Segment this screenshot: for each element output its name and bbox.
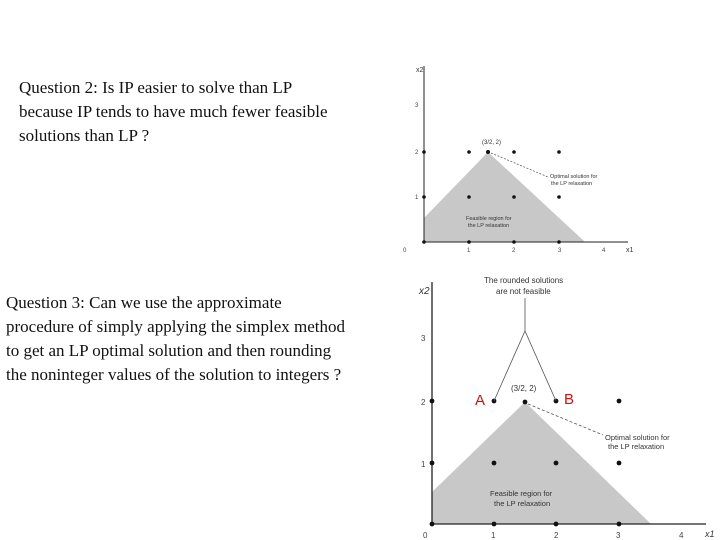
bottom-y-tick: 3 bbox=[421, 334, 426, 343]
top-x-tick: 0 bbox=[403, 248, 407, 254]
bottom-region-note: Feasible region for bbox=[490, 489, 553, 498]
bottom-x-tick: 1 bbox=[491, 531, 496, 540]
bottom-region-note: the LP relaxation bbox=[494, 499, 551, 508]
top-x-tick: 2 bbox=[512, 248, 516, 254]
top-lattice-point bbox=[467, 150, 471, 154]
top-lattice-point bbox=[557, 240, 561, 244]
top-figure bbox=[403, 66, 634, 254]
bottom-lattice-point bbox=[554, 522, 559, 527]
bottom-lattice-point bbox=[430, 399, 435, 404]
bottom-y-tick: 2 bbox=[421, 398, 426, 407]
bottom-lattice-point bbox=[430, 461, 435, 466]
bottom-lattice-point bbox=[492, 522, 497, 527]
top-lattice-point bbox=[557, 195, 561, 199]
top-lattice-point bbox=[512, 195, 516, 199]
top-lattice-point bbox=[557, 150, 561, 154]
bottom-rounded-note: are not feasible bbox=[496, 287, 551, 296]
top-lattice-point bbox=[422, 240, 426, 244]
bottom-lattice-point bbox=[554, 461, 559, 466]
top-x-axis-label: x1 bbox=[626, 247, 634, 254]
top-y-tick: 1 bbox=[415, 195, 419, 201]
bottom-x-axis-label: x1 bbox=[705, 529, 715, 539]
question-2-line: because IP tends to have much fewer feasible bbox=[19, 102, 328, 121]
bottom-x-tick: 3 bbox=[616, 531, 621, 540]
top-region-note: Feasible region for bbox=[466, 216, 512, 222]
top-lattice-point bbox=[467, 195, 471, 199]
top-y-axis-label: x2 bbox=[416, 67, 424, 74]
bottom-x-tick: 4 bbox=[679, 531, 684, 540]
top-optimal-note: the LP relaxation bbox=[551, 181, 593, 187]
top-x-tick: 4 bbox=[602, 248, 606, 254]
top-x-tick: 3 bbox=[558, 248, 562, 254]
bottom-figure bbox=[418, 276, 715, 540]
marker-a: A bbox=[475, 392, 486, 409]
top-optimum-label: (3/2, 2) bbox=[482, 140, 502, 146]
question-3-line: Question 3: Can we use the approximate bbox=[6, 293, 282, 312]
top-region-note: the LP relaxation bbox=[468, 223, 510, 229]
bottom-y-tick: 1 bbox=[421, 460, 426, 469]
question-3-line: the noninteger values of the solution to integers ? bbox=[6, 365, 342, 384]
bottom-lattice-point bbox=[617, 461, 622, 466]
bottom-x-tick: 2 bbox=[554, 531, 559, 540]
bottom-lattice-point bbox=[617, 522, 622, 527]
question-2-line: solutions than LP ? bbox=[19, 126, 150, 145]
marker-b: B bbox=[564, 391, 575, 408]
bottom-x-tick: 0 bbox=[423, 531, 428, 540]
question-3-line: procedure of simply applying the simplex method bbox=[6, 317, 345, 336]
bottom-lattice-point bbox=[492, 461, 497, 466]
bottom-rounded-note: The rounded solutions bbox=[484, 276, 564, 285]
bottom-lattice-point bbox=[430, 522, 435, 527]
top-lattice-point bbox=[512, 150, 516, 154]
top-lattice-point bbox=[467, 240, 471, 244]
top-lattice-point bbox=[422, 150, 426, 154]
top-y-tick: 3 bbox=[415, 103, 419, 109]
bottom-lattice-point bbox=[617, 399, 622, 404]
question-3-line: to get an LP optimal solution and then rounding bbox=[6, 341, 332, 360]
top-lattice-point bbox=[512, 240, 516, 244]
top-x-tick: 1 bbox=[467, 248, 471, 254]
bottom-optimum-label: (3/2, 2) bbox=[511, 384, 537, 393]
top-lattice-point bbox=[422, 195, 426, 199]
bottom-optimum-point bbox=[523, 400, 528, 405]
top-optimal-note: Optimal solution for bbox=[550, 174, 598, 180]
top-y-tick: 2 bbox=[415, 150, 419, 156]
question-2-line: Question 2: Is IP easier to solve than LP bbox=[19, 78, 293, 97]
top-optimum-point bbox=[486, 150, 490, 154]
bottom-optimal-note: the LP relaxation bbox=[608, 442, 665, 451]
bottom-y-axis-label: x2 bbox=[419, 286, 430, 297]
bottom-optimal-note: Optimal solution for bbox=[605, 433, 670, 442]
